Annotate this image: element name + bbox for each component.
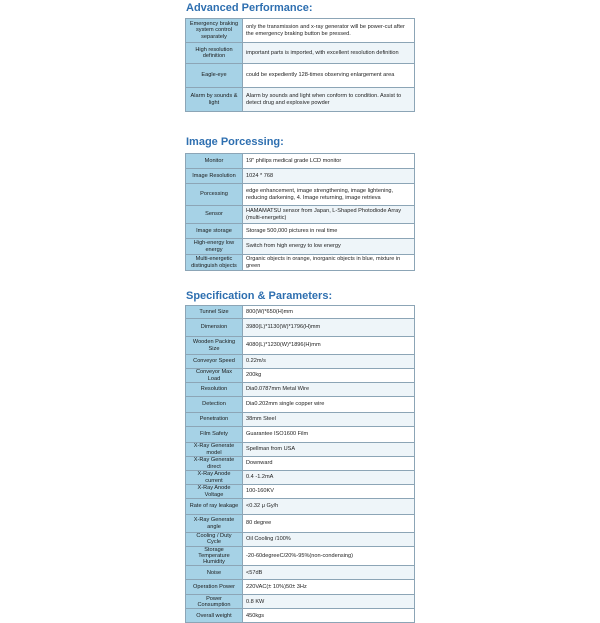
table-row <box>186 255 415 271</box>
spec-key: Monitor <box>186 154 243 169</box>
table-row <box>186 595 415 609</box>
spec-key: Penetration <box>186 413 243 427</box>
spec-value: Storage 500,000 pictures in real time <box>243 224 415 239</box>
spec-key: Conveyor Max Load <box>186 369 243 383</box>
spec-key: Film Safety <box>186 427 243 443</box>
spec-key: Storage Temperature Humidity <box>186 546 243 566</box>
spec-value: Guarantee ISO1600 Film <box>243 427 415 443</box>
spec-value: -20-60degreeC/20%-95%(non-condensing) <box>243 546 415 566</box>
spec-value: 19" philips medical grade LCD monitor <box>243 154 415 169</box>
spec-key: Power Consumption <box>186 595 243 609</box>
specification-parameters-table <box>185 305 415 623</box>
spec-key: Alarm by sounds & light <box>186 88 243 112</box>
table-row <box>186 580 415 595</box>
spec-value: 100-160KV <box>243 485 415 499</box>
spec-key: Multi-energetic distinguish objects <box>186 255 243 271</box>
spec-key: Image Resolution <box>186 169 243 184</box>
table-row <box>186 337 415 355</box>
spec-key: Cooling / Duty Cycle <box>186 533 243 547</box>
spec-value: Spellman from USA <box>243 443 415 457</box>
advanced-performance-title: Advanced Performance: <box>186 2 313 14</box>
spec-value: Oil Cooling /100% <box>243 533 415 547</box>
table-row <box>186 88 415 112</box>
spec-value: 220VAC(± 10%)50± 3Hz <box>243 580 415 595</box>
spec-key: Overall weight <box>186 609 243 623</box>
spec-value: 0.22m/s <box>243 355 415 369</box>
spec-value: <57dB <box>243 566 415 580</box>
spec-key: Operation Power <box>186 580 243 595</box>
spec-key: Noise <box>186 566 243 580</box>
spec-key: X-Ray Generate direct <box>186 457 243 471</box>
spec-value: 38mm Steel <box>243 413 415 427</box>
table-row <box>186 485 415 499</box>
spec-key: X-Ray Anode Voltage <box>186 485 243 499</box>
table-row <box>186 306 415 319</box>
table-row <box>186 413 415 427</box>
spec-value: could be expediently 128-times observing enlargement area <box>243 64 415 88</box>
specification-parameters-title: Specification & Parameters: <box>186 290 333 302</box>
spec-value: 800(W)*650(H)mm <box>243 306 415 319</box>
table-row <box>186 355 415 369</box>
table-row <box>186 19 415 43</box>
spec-key: Detection <box>186 397 243 413</box>
table-row <box>186 319 415 337</box>
table-row <box>186 533 415 547</box>
table-row <box>186 239 415 255</box>
spec-value: 0.8 KW <box>243 595 415 609</box>
table-row <box>186 457 415 471</box>
advanced-performance-table <box>185 18 415 112</box>
table-row <box>186 169 415 184</box>
spec-value: important parts is imported, with excellent resolution definition <box>243 43 415 64</box>
table-row <box>186 397 415 413</box>
table-row <box>186 43 415 64</box>
spec-value: edge enhancement, image strengthening, image lightening, reducing darkening, 4. Image returning, image retrieva <box>243 184 415 206</box>
table-row <box>186 566 415 580</box>
spec-key: Image storage <box>186 224 243 239</box>
spec-key: Porcessing <box>186 184 243 206</box>
table-row <box>186 443 415 457</box>
spec-value: Switch from high energy to low energy <box>243 239 415 255</box>
spec-key: Sensor <box>186 206 243 224</box>
spec-key: Emergency braking system control separately <box>186 19 243 43</box>
table-row <box>186 383 415 397</box>
table-row <box>186 515 415 533</box>
spec-key: High resolution definition <box>186 43 243 64</box>
spec-value: 1024 * 768 <box>243 169 415 184</box>
spec-key: Wooden Packing Size <box>186 337 243 355</box>
spec-value: Organic objects in orange, inorganic objects in blue, mixture in green <box>243 255 415 271</box>
table-row <box>186 224 415 239</box>
spec-value: 80 degree <box>243 515 415 533</box>
spec-key: X-Ray Generate angle <box>186 515 243 533</box>
spec-key: High-energy low energy <box>186 239 243 255</box>
spec-key: X-Ray Anode current <box>186 471 243 485</box>
spec-value: Downward <box>243 457 415 471</box>
table-row <box>186 64 415 88</box>
table-row <box>186 609 415 623</box>
spec-value: <0.32 μ Gy/h <box>243 499 415 515</box>
table-row <box>186 546 415 566</box>
table-row <box>186 427 415 443</box>
spec-value: only the transmission and x-ray generator will be power-cut after the emergency braking button be pressed. <box>243 19 415 43</box>
spec-key: X-Ray Generate model <box>186 443 243 457</box>
image-processing-title: Image Porcessing: <box>186 136 284 148</box>
table-row <box>186 206 415 224</box>
table-row <box>186 499 415 515</box>
image-processing-table <box>185 153 415 271</box>
spec-key: Eagle-eye <box>186 64 243 88</box>
spec-value: Dia0.0787mm Metal Wire <box>243 383 415 397</box>
spec-key: Tunnel Size <box>186 306 243 319</box>
spec-key: Rate of ray leakage <box>186 499 243 515</box>
spec-key: Dimension <box>186 319 243 337</box>
spec-value: Alarm by sounds and light when conform to condition. Assist to detect drug and explosive powder <box>243 88 415 112</box>
spec-value: 0.4 -1.2mA <box>243 471 415 485</box>
table-row <box>186 369 415 383</box>
spec-value: 200kg <box>243 369 415 383</box>
spec-value: 3980(L)*1130(W)*1796(H)mm <box>243 319 415 337</box>
spec-value: 4080(L)*1230(W)*1896(H)mm <box>243 337 415 355</box>
spec-value: HAMAMATSU sensor from Japan, L-Shaped Photodiode Array (multi-energetic) <box>243 206 415 224</box>
spec-value: 450kgs <box>243 609 415 623</box>
table-row <box>186 184 415 206</box>
spec-key: Resolution <box>186 383 243 397</box>
table-row <box>186 154 415 169</box>
spec-key: Conveyor Speed <box>186 355 243 369</box>
spec-value: Dia0.202mm single copper wire <box>243 397 415 413</box>
table-row <box>186 471 415 485</box>
